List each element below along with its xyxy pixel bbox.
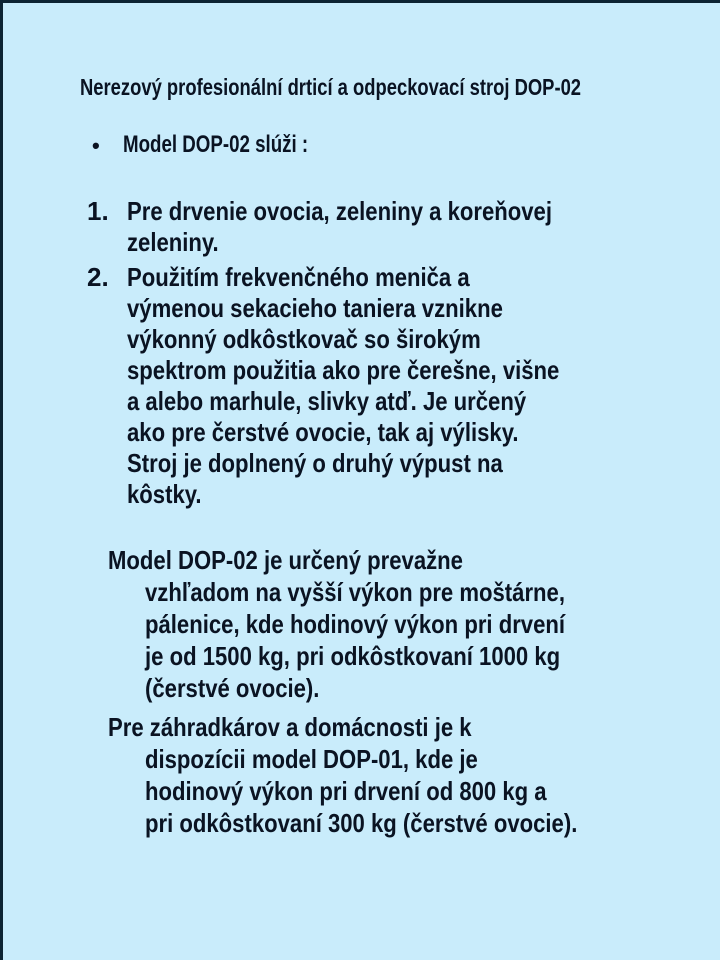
list-number: 2.: [87, 262, 109, 292]
text-line: výkonný odkôstkovač so širokým: [127, 324, 481, 354]
bullet-icon: •: [92, 133, 100, 158]
paragraph: [108, 544, 654, 704]
body-paragraphs: [108, 544, 654, 839]
text-line: kôstky.: [127, 479, 202, 509]
list-item-text: [127, 196, 636, 258]
text-line: zeleniny.: [127, 227, 219, 257]
text-line: ako pre čerstvé ovocie, tak aj výlisky.: [127, 417, 519, 447]
slide-title: Nerezový profesionální drticí a odpeckovací stroj DOP-02: [80, 74, 582, 100]
text-line: Stroj je doplnený o druhý výpust na: [127, 448, 503, 478]
bullet-label: Model DOP-02 slúži :: [123, 131, 309, 158]
list-item: [0, 196, 636, 258]
text-line: Pre drvenie ovocia, zeleniny a koreňovej: [127, 196, 552, 226]
paragraph: [108, 711, 654, 839]
list-item-text: [127, 262, 636, 510]
text-line: vzhľadom na vyšší výkon pre moštárne,: [145, 577, 565, 607]
text-line: pri odkôstkovaní 300 kg (čerstvé ovocie).: [145, 808, 578, 838]
list-number: 1.: [87, 196, 109, 226]
text-line: je od 1500 kg, pri odkôstkovaní 1000 kg: [145, 641, 561, 671]
text-line: spektrom použitia ako pre čerešne, višne: [127, 355, 560, 385]
text-line: a alebo marhule, slivky atď. Je určený: [127, 386, 527, 416]
text-line: výmenou sekacieho taniera vznikne: [127, 293, 503, 323]
text-line: pálenice, kde hodinový výkon pri drvení: [145, 609, 566, 639]
text-line: Pre záhradkárov a domácnosti je k: [108, 712, 472, 742]
text-line: hodinový výkon pri drvení od 800 kg a: [145, 776, 547, 806]
text-line: Model DOP-02 je určený prevažne: [108, 545, 463, 575]
text-line: dispozícii model DOP-01, kde je: [145, 744, 478, 774]
top-edge-line: [0, 0, 720, 3]
text-line: Použitím frekvenčného meniča a: [127, 262, 470, 292]
text-line: (čerstvé ovocie).: [145, 673, 320, 703]
numbered-list: [0, 196, 636, 510]
list-item: [0, 262, 636, 510]
